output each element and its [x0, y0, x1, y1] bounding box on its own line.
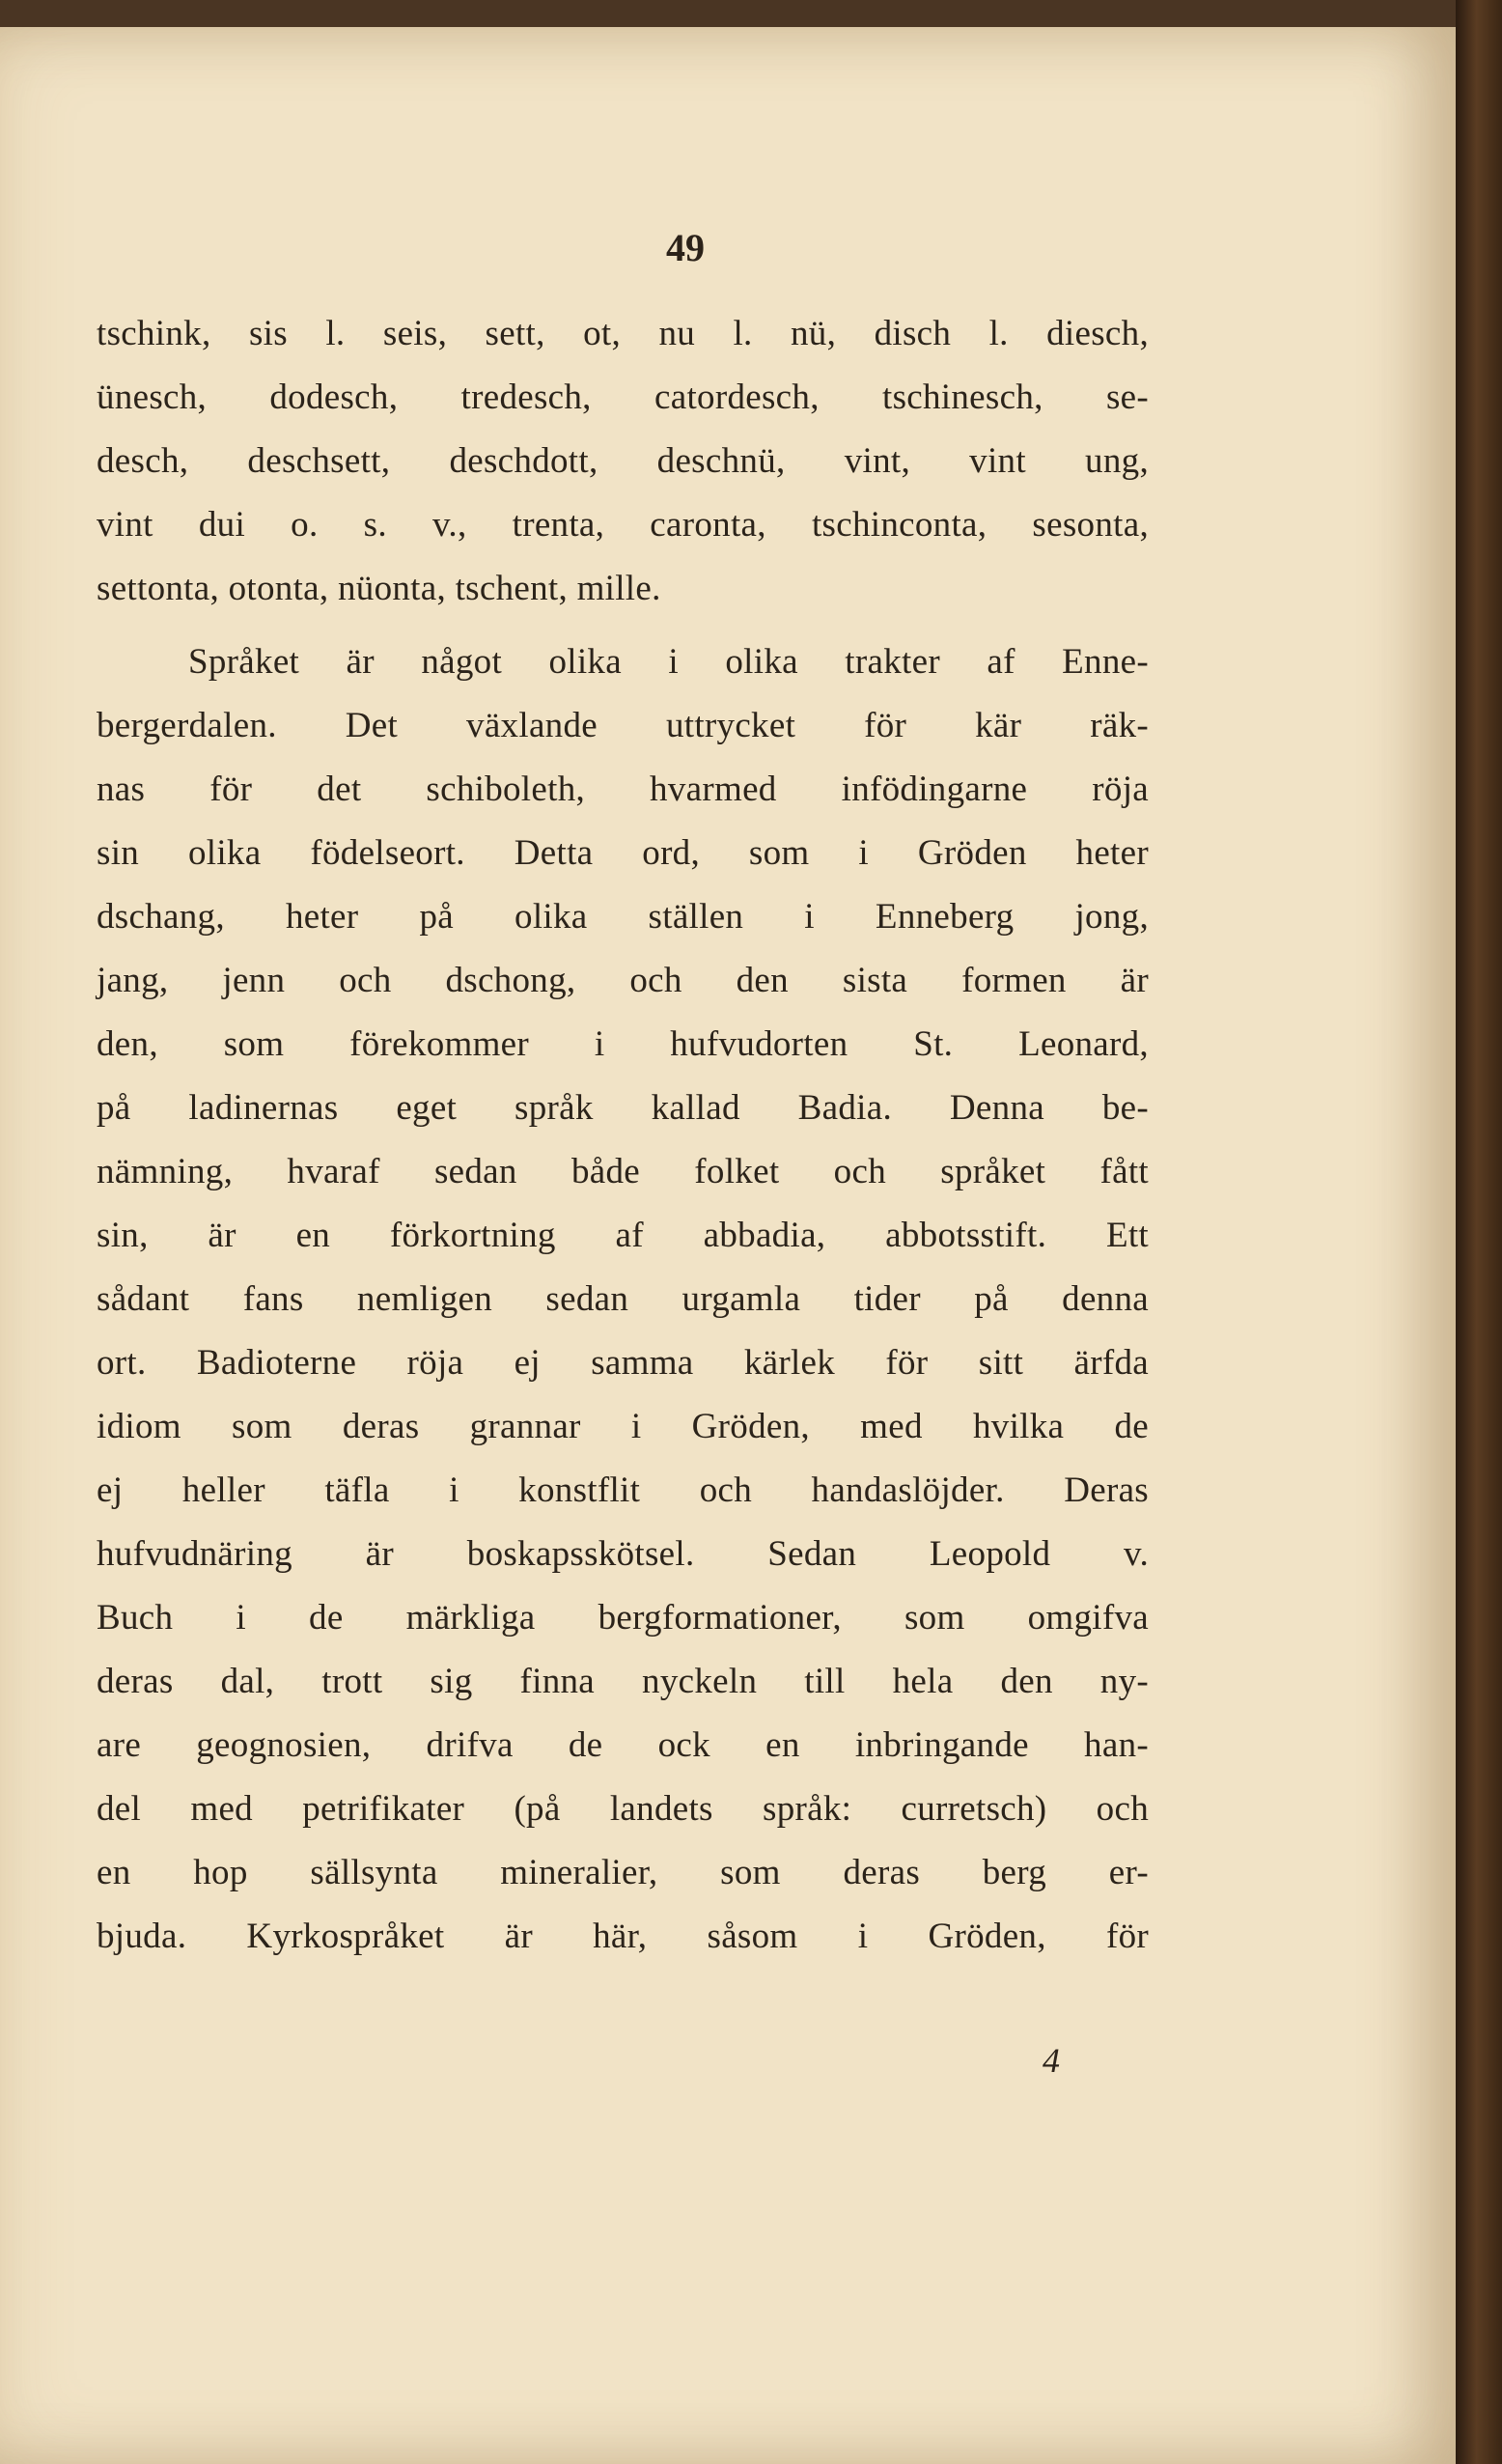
- text-line: vint dui o. s. v., trenta, caronta, tschinconta, sesonta,: [97, 505, 1149, 545]
- text-line: jang, jenn och dschong, och den sista formen är: [97, 961, 1149, 1000]
- text-line: bjuda. Kyrkospråket är här, såsom i Gröden, för: [97, 1917, 1149, 1956]
- text-line: sådant fans nemligen sedan urgamla tider på denna: [97, 1279, 1149, 1319]
- text-line: dschang, heter på olika ställen i Enneberg jong,: [97, 897, 1149, 937]
- text-line: nas för det schiboleth, hvarmed infödingarne röja: [97, 770, 1149, 809]
- text-line: en hop sällsynta mineralier, som deras berg er-: [97, 1853, 1149, 1892]
- page-number: 49: [666, 226, 705, 269]
- text-line: den, som förekommer i hufvudorten St. Leonard,: [97, 1024, 1149, 1064]
- text-line: desch, deschsett, deschdott, deschnü, vint, vint ung,: [97, 441, 1149, 481]
- page-paper: [0, 27, 1456, 2464]
- text-line: ünesch, dodesch, tredesch, catordesch, tschinesch, se-: [97, 378, 1149, 417]
- text-line: ej heller täfla i konstflit och handaslöjder. Deras: [97, 1470, 1149, 1510]
- text-line: ort. Badioterne röja ej samma kärlek för sitt ärfda: [97, 1343, 1149, 1383]
- text-line: Buch i de märkliga bergformationer, som omgifva: [97, 1598, 1149, 1638]
- text-line: tschink, sis l. seis, sett, ot, nu l. nü, disch l. diesch,: [97, 314, 1149, 353]
- book-binding-edge: [1456, 0, 1502, 2464]
- body-text: [97, 302, 1149, 1969]
- signature-mark: 4: [1043, 2041, 1060, 2080]
- text-line: bergerdalen. Det växlande uttrycket för kär räk-: [97, 706, 1149, 745]
- text-line: deras dal, trott sig finna nyckeln till hela den ny-: [97, 1662, 1149, 1701]
- text-line: på ladinernas eget språk kallad Badia. Denna be-: [97, 1088, 1149, 1128]
- text-line: are geognosien, drifva de ock en inbringande han-: [97, 1725, 1149, 1765]
- text-line: hufvudnäring är boskapsskötsel. Sedan Leopold v.: [97, 1534, 1149, 1574]
- text-line: Språket är något olika i olika trakter af Enne-: [188, 642, 1149, 682]
- text-line: sin, är en förkortning af abbadia, abbotsstift. Ett: [97, 1216, 1149, 1255]
- text-line: del med petrifikater (på landets språk: curretsch) och: [97, 1789, 1149, 1829]
- text-line: settonta, otonta, nüonta, tschent, mille.: [97, 569, 661, 608]
- text-line: idiom som deras grannar i Gröden, med hvilka de: [97, 1407, 1149, 1446]
- text-line: nämning, hvaraf sedan både folket och språket fått: [97, 1152, 1149, 1191]
- text-line: sin olika födelseort. Detta ord, som i Gröden heter: [97, 833, 1149, 873]
